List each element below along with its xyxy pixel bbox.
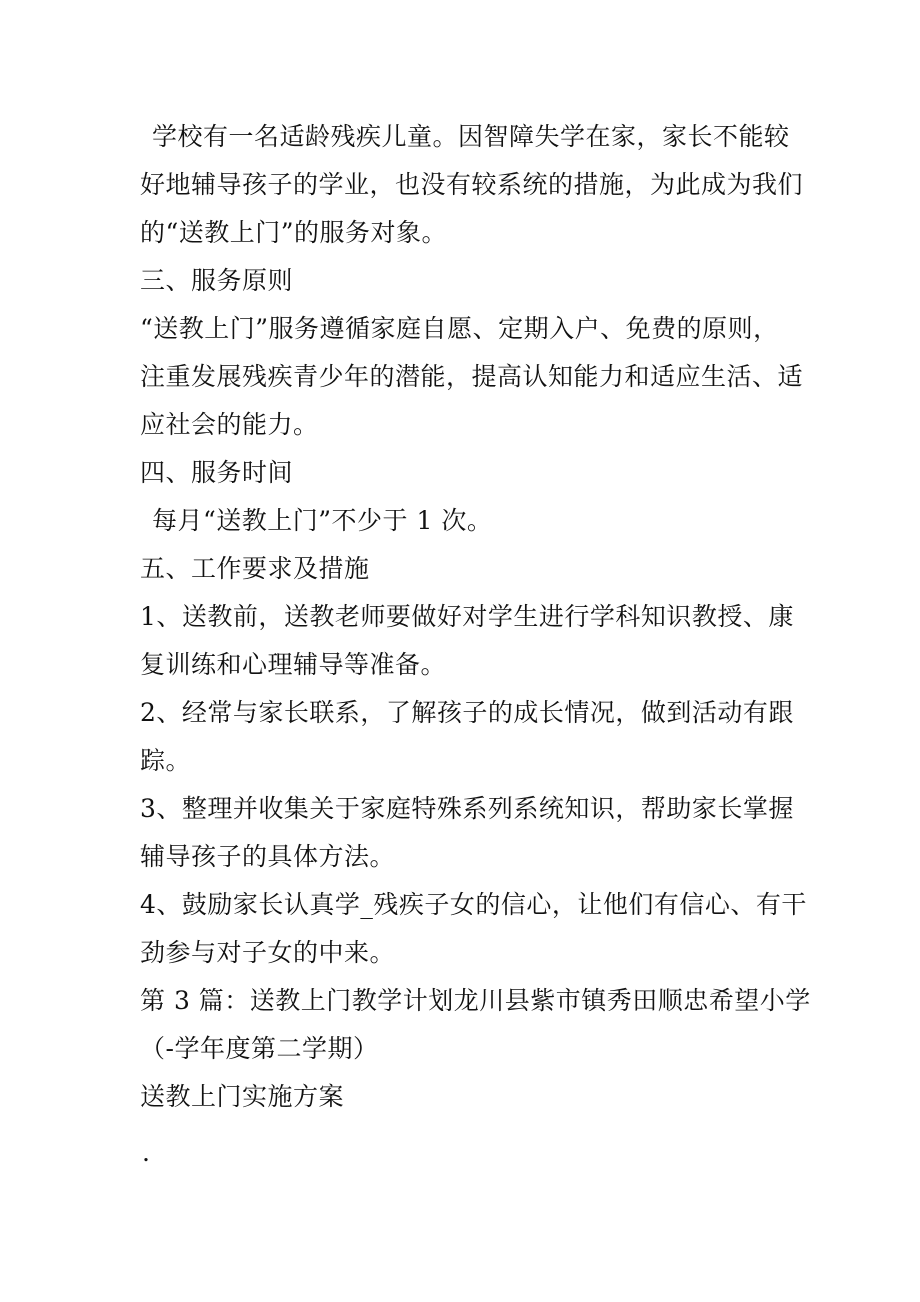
paragraph-line: 好地辅导孩子的学业，也没有较系统的措施，为此成为我们 xyxy=(140,170,804,199)
paragraph-line: “送教上门”服务遵循家庭自愿、定期入户、免费的原则， xyxy=(140,314,779,343)
list-item: 4、鼓励家长认真学_残疾子女的信心，让他们有信心、有干 xyxy=(140,890,807,919)
list-item: 辅导孩子的具体方法。 xyxy=(140,842,396,871)
section-heading: 四、服务时间 xyxy=(140,458,294,487)
list-item: 踪。 xyxy=(140,746,192,775)
list-item: 1、送教前，送教老师要做好对学生进行学科知识教授、康 xyxy=(140,602,794,631)
document-title: 送教上门实施方案 xyxy=(140,1082,345,1111)
chapter-heading: 第 3 篇：送教上门教学计划龙川县紫市镇秀田顺忠希望小学 xyxy=(140,986,811,1015)
paragraph-line: 应社会的能力。 xyxy=(140,410,319,439)
list-item: 劲参与对子女的中来。 xyxy=(140,938,396,967)
paragraph-line: 学校有一名适龄残疾儿童。因智障失学在家，家长不能较 xyxy=(152,122,790,151)
list-item: 复训练和心理辅导等准备。 xyxy=(140,650,447,679)
paragraph-line: 每月“送教上门”不少于 1 次。 xyxy=(152,506,493,535)
chapter-subheading: （-学年度第二学期） xyxy=(140,1034,379,1063)
list-item: 2、经常与家长联系，了解孩子的成长情况，做到活动有跟 xyxy=(140,698,794,727)
section-heading: 三、服务原则 xyxy=(140,266,294,295)
section-heading: 五、工作要求及措施 xyxy=(140,554,370,583)
paragraph-line: 注重发展残疾青少年的潜能，提高认知能力和适应生活、适 xyxy=(140,362,804,391)
trailing-dot: . xyxy=(142,1138,150,1167)
list-item: 3、整理并收集关于家庭特殊系列系统知识，帮助家长掌握 xyxy=(140,794,794,823)
paragraph-line: 的“送教上门”的服务对象。 xyxy=(140,218,448,247)
